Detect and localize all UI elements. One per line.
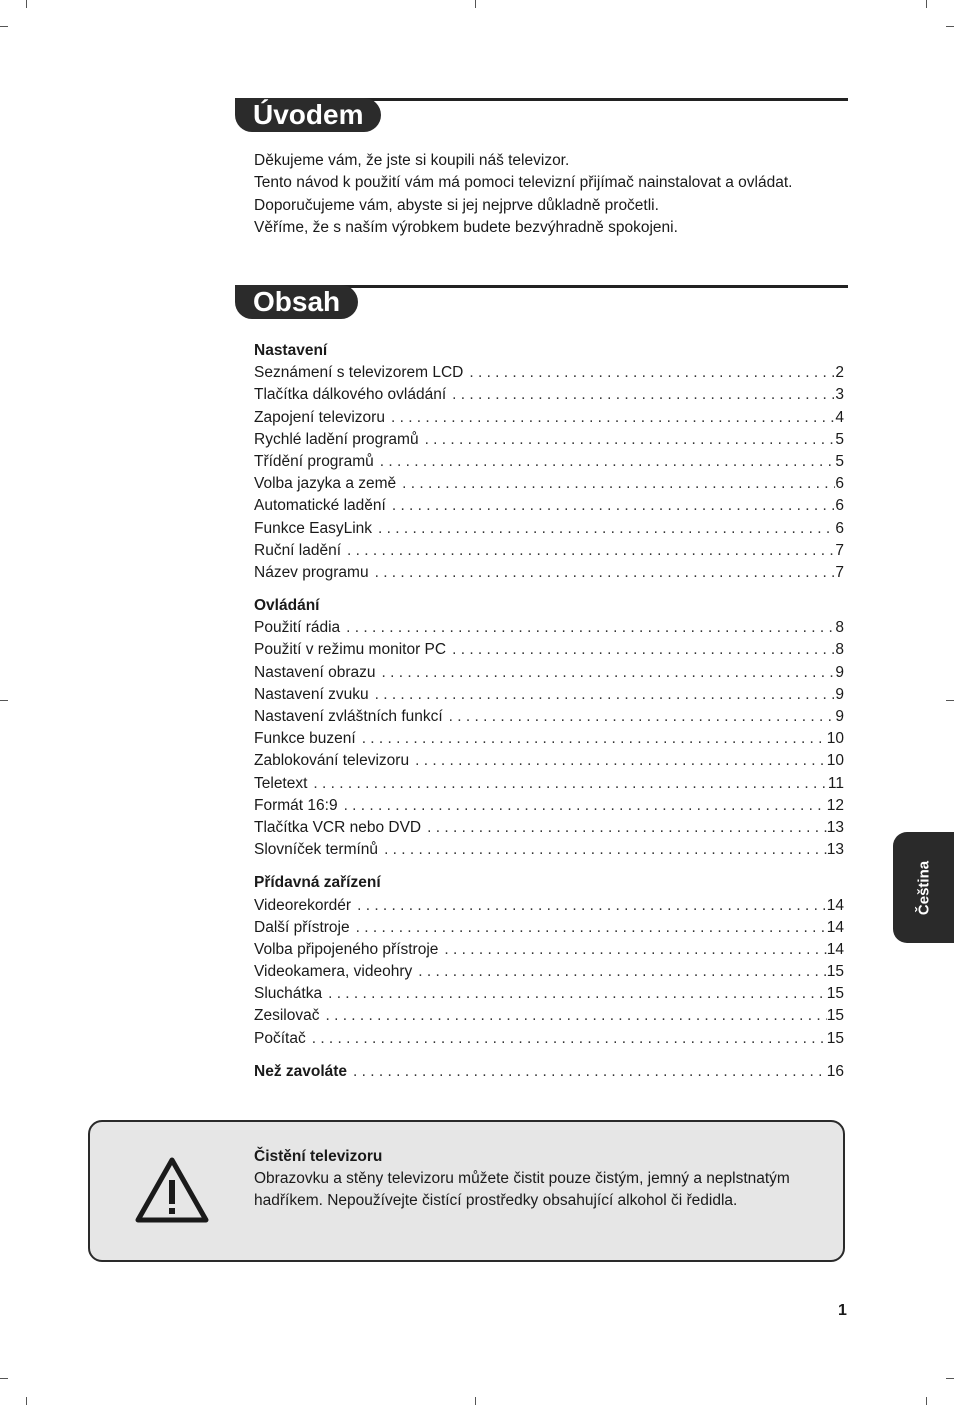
toc-entry [254,518,844,540]
intro-line: Věříme, že s naším výrobkem budete bezvýhradně spokojeni. [254,219,678,237]
toc-leader-dots [312,1028,827,1050]
toc-entry-label: Použití rádia [254,619,341,637]
table-of-contents [254,340,844,1083]
group-gap [254,1050,844,1061]
toc-leader-dots [449,706,836,728]
toc-entry-label: Zablokování televizoru [254,752,410,770]
toc-entry-page: 13 [826,841,844,859]
toc-entry [254,451,844,473]
toc-entry-label: Zesilovač [254,1007,320,1025]
toc-entry [254,1005,844,1027]
toc-entry [254,706,844,728]
toc-entry-page: 15 [826,963,844,981]
toc-entry [254,384,844,406]
toc-entry [254,983,844,1005]
crop-mark [946,700,954,701]
toc-leader-dots [362,728,827,750]
toc-entry-page: 14 [826,940,844,958]
crop-mark [926,1397,927,1405]
toc-entry-label: Tlačítka dálkového ovládání [254,386,447,404]
crop-mark [26,1397,27,1405]
toc-leader-dots [346,617,835,639]
crop-mark [946,26,954,27]
toc-leader-dots [427,817,827,839]
toc-leader-dots [469,362,835,384]
crop-mark [946,1378,954,1379]
toc-entry-page: 6 [835,497,844,515]
toc-entry-page: 9 [835,685,844,703]
toc-leader-dots [356,917,827,939]
toc-leader-dots [444,939,826,961]
toc-entry-page: 10 [826,752,844,770]
toc-entry-label: Použití v režimu monitor PC [254,641,447,659]
language-tab-label: Čeština [915,860,932,915]
toc-entry [254,795,844,817]
toc-leader-dots [452,639,835,661]
toc-entry-label: Seznámení s televizorem LCD [254,364,464,382]
toc-entry-page: 10 [826,730,844,748]
toc-leader-dots [452,384,835,406]
toc-entry-page: 14 [826,896,844,914]
toc-entry-label: Sluchátka [254,985,323,1003]
crop-mark [0,26,8,27]
toc-leader-dots [402,473,835,495]
note-title: Čistění televizoru [254,1148,383,1165]
toc-entry-label: Automatické ladění [254,497,386,515]
intro-heading: Úvodem [235,98,381,132]
toc-entry [254,362,844,384]
toc-leader-dots [375,684,836,706]
toc-entry-page: 5 [835,430,844,448]
toc-entry-label: Videokamera, videohry [254,963,413,981]
toc-entry-label: Volba jazyka a země [254,475,397,493]
toc-entry-page: 5 [835,452,844,470]
toc-group-title: Přídavná zařízení [254,874,381,892]
toc-entry-page: 15 [826,985,844,1003]
toc-leader-dots [313,773,827,795]
crop-mark [0,700,8,701]
language-tab [893,832,954,943]
toc-leader-dots [375,562,836,584]
toc-entry-label: Zapojení televizoru [254,408,385,426]
toc-entry-label: Tlačítka VCR nebo DVD [254,818,422,836]
toc-entry-label: Videorekordér [254,896,352,914]
note-text [254,1146,824,1213]
toc-entry-label: Slovníček termínů [254,841,379,859]
toc-entry [254,939,844,961]
toc-entry-page: 2 [835,364,844,382]
toc-leader-dots [353,1061,827,1083]
crop-mark [26,0,27,8]
toc-entry [254,917,844,939]
toc-entry-page: 7 [835,563,844,581]
intro-line: Tento návod k použití vám má pomoci televizní přijímač nainstalovat a ovládat. [254,174,793,192]
toc-leader-dots [382,662,836,684]
toc-entry-label: Počítač [254,1029,306,1047]
toc-entry [254,728,844,750]
toc-entry-label: Funkce EasyLink [254,519,373,537]
toc-entry-label: Funkce buzení [254,730,356,748]
toc-entry-page: 9 [835,663,844,681]
toc-leader-dots [357,895,827,917]
crop-mark [926,0,927,8]
toc-leader-dots [325,1005,826,1027]
toc-entry-label: Nastavení zvuku [254,685,369,703]
toc-leader-dots [425,429,836,451]
toc-leader-dots [384,839,827,861]
toc-entry-page: 12 [826,796,844,814]
toc-entry [254,1028,844,1050]
toc-entry-page: 3 [835,386,844,404]
toc-entry-page: 6 [835,519,844,537]
toc-group-title: Nastavení [254,342,328,359]
toc-entry [254,750,844,772]
toc-entry-label: Název programu [254,563,369,581]
toc-leader-dots [392,495,836,517]
toc-entry-label: Ruční ladění [254,541,342,559]
toc-entry [254,773,844,795]
toc-entry [254,662,844,684]
toc-leader-dots [391,407,835,429]
toc-entry [254,495,844,517]
intro-line: Děkujeme vám, že jste si koupili náš televizor. [254,152,570,169]
toc-entry-page: 4 [835,408,844,426]
toc-entry-page: 16 [826,1062,844,1080]
toc-entry-page: 7 [835,541,844,559]
toc-entry [254,473,844,495]
group-gap [254,584,844,595]
toc-entry [254,961,844,983]
toc-leader-dots [418,961,827,983]
note-body: Obrazovku a stěny televizoru můžete čistit pouze čistým, jemný a neplstnatým hadříkem. Nepoužívejte čistící prostředky obsahující alkohol či ředidla. [254,1170,790,1210]
toc-leader-dots [380,451,836,473]
intro-line: Doporučujeme vám, abyste si jej nejprve důkladně pročetli. [254,196,659,214]
toc-leader-dots [344,795,827,817]
toc-group-title: Ovládání [254,597,320,615]
toc-entry [254,639,844,661]
crop-mark [475,1397,476,1405]
toc-entry-page: 11 [827,774,844,792]
toc-entry-label: Nastavení zvláštních funkcí [254,708,443,725]
toc-leader-dots [415,750,827,772]
toc-leader-dots [378,518,835,540]
toc-entry [254,817,844,839]
page-number: 1 [838,1302,847,1319]
toc-entry-page: 8 [835,619,844,637]
intro-text [254,150,854,240]
toc-entry [254,407,844,429]
toc-entry-label: Formát 16:9 [254,796,338,814]
toc-entry-page: 13 [826,818,844,836]
warning-triangle-icon [134,1156,210,1224]
toc-entry [254,684,844,706]
toc-entry [254,839,844,861]
group-gap [254,861,844,872]
toc-entry-label: Třídění programů [254,452,374,470]
crop-mark [475,0,476,8]
toc-entry-page: 15 [826,1029,844,1047]
toc-entry-label: Rychlé ladění programů [254,430,419,448]
toc-entry-label: Nastavení obrazu [254,663,376,681]
crop-mark [0,1378,8,1379]
cleaning-note [88,1120,845,1262]
toc-entry-label: Volba připojeného přístroje [254,940,439,958]
toc-entry [254,540,844,562]
toc-entry [254,562,844,584]
toc-entry-page: 9 [835,708,844,725]
toc-entry [254,429,844,451]
toc-entry [254,895,844,917]
toc-entry-page: 6 [835,475,844,493]
toc-leader-dots [347,540,835,562]
contents-heading: Obsah [235,285,358,319]
toc-entry-page: 14 [826,918,844,936]
toc-entry [254,1061,844,1083]
toc-entry-label: Teletext [254,774,308,792]
toc-entry-label: Další přístroje [254,918,350,936]
toc-entry-label: Než zavoláte [254,1062,348,1080]
toc-entry-page: 15 [826,1007,844,1025]
toc-leader-dots [328,983,827,1005]
toc-entry [254,617,844,639]
toc-entry-page: 8 [835,641,844,659]
